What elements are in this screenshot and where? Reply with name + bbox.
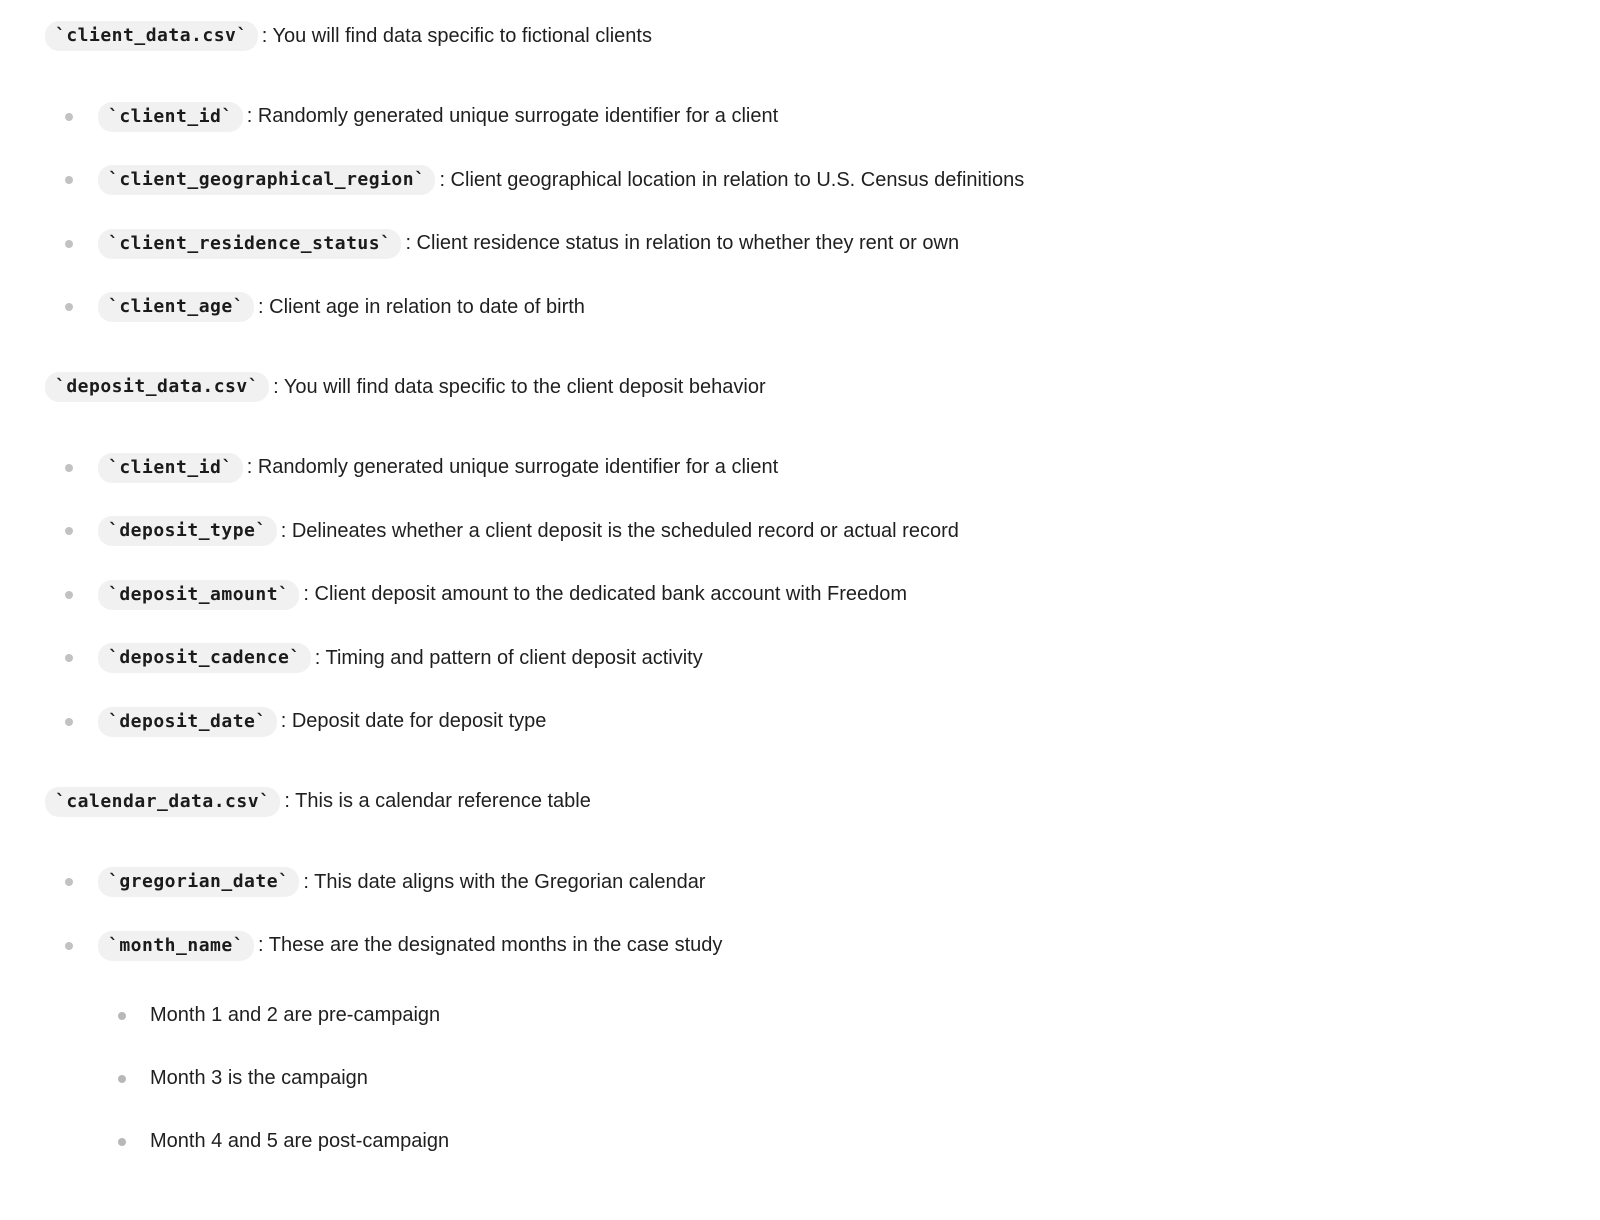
bullet-icon [65,942,73,950]
field-description: : Client age in relation to date of birth [258,295,585,318]
field-description: : Timing and pattern of client deposit activity [314,646,703,669]
bullet-icon [65,303,73,311]
section-description: : You will find data specific to the client deposit behavior [273,375,766,398]
field-description: : Deposit date for deposit type [280,710,547,732]
list-item [45,452,1560,484]
note-text: Month 3 is the campaign [150,1067,368,1089]
list-item [45,1063,1560,1095]
bullet-icon [65,464,73,472]
code-pill: `client_residence_status` [98,229,401,259]
field-description: : Client residence status in relation to whether they rent or own [405,232,960,254]
code-pill: `calendar_data.csv` [45,787,280,817]
list-item [45,101,1560,133]
field-description: : Randomly generated unique surrogate identifier for a client [246,456,779,478]
code-pill: `month_name` [98,931,254,961]
code-pill: `gregorian_date` [98,867,299,897]
section-header-client-data [45,20,1560,52]
field-description: : This date aligns with the Gregorian calendar [303,870,706,893]
list-item [45,515,1560,547]
bullet-icon [65,718,73,726]
code-pill: `client_id` [98,102,243,132]
bullet-icon [65,240,73,248]
list-item [45,930,1560,1189]
field-list-calendar-data [45,866,1560,1220]
field-list-client-data [45,101,1560,355]
bullet-icon [118,1012,126,1020]
field-description: : These are the designated months in the case study [258,934,723,956]
bullet-icon [118,1138,126,1146]
code-pill: `deposit_cadence` [98,643,311,673]
field-description: : Delineates whether a client deposit is the scheduled record or actual record [280,519,959,542]
code-pill: `deposit_date` [98,707,277,737]
list-item [45,1000,1560,1032]
list-item [45,291,1560,323]
field-description: : Client deposit amount to the dedicated bank account with Freedom [303,583,908,605]
code-pill: `client_geographical_region` [98,165,435,195]
section-description: : This is a calendar reference table [284,790,591,812]
section-description: : You will find data specific to fictional clients [261,24,652,47]
code-pill: `deposit_type` [98,516,277,546]
code-pill: `deposit_data.csv` [45,372,269,402]
field-description: : Randomly generated unique surrogate identifier for a client [246,105,779,127]
note-text: Month 4 and 5 are post-campaign [150,1130,450,1152]
month-notes-list [45,1000,1560,1189]
code-pill: `client_id` [98,453,243,483]
code-pill: `client_data.csv` [45,21,258,51]
list-item [45,579,1560,611]
bullet-icon [65,176,73,184]
note-text: Month 1 and 2 are pre-campaign [150,1004,441,1026]
list-item [45,164,1560,196]
list-item [45,1126,1560,1158]
list-item [45,228,1560,260]
bullet-icon [65,878,73,886]
bullet-icon [65,591,73,599]
code-pill: `client_age` [98,292,254,322]
bullet-icon [65,113,73,121]
field-list-deposit-data [45,452,1560,770]
list-item [45,866,1560,898]
bullet-icon [118,1075,126,1083]
section-header-deposit-data [45,371,1560,403]
bullet-icon [65,527,73,535]
list-item [45,706,1560,738]
section-header-calendar-data [45,786,1560,818]
list-item [45,642,1560,674]
field-description: : Client geographical location in relation to U.S. Census definitions [439,168,1025,191]
bullet-icon [65,654,73,662]
code-pill: `deposit_amount` [98,580,299,610]
